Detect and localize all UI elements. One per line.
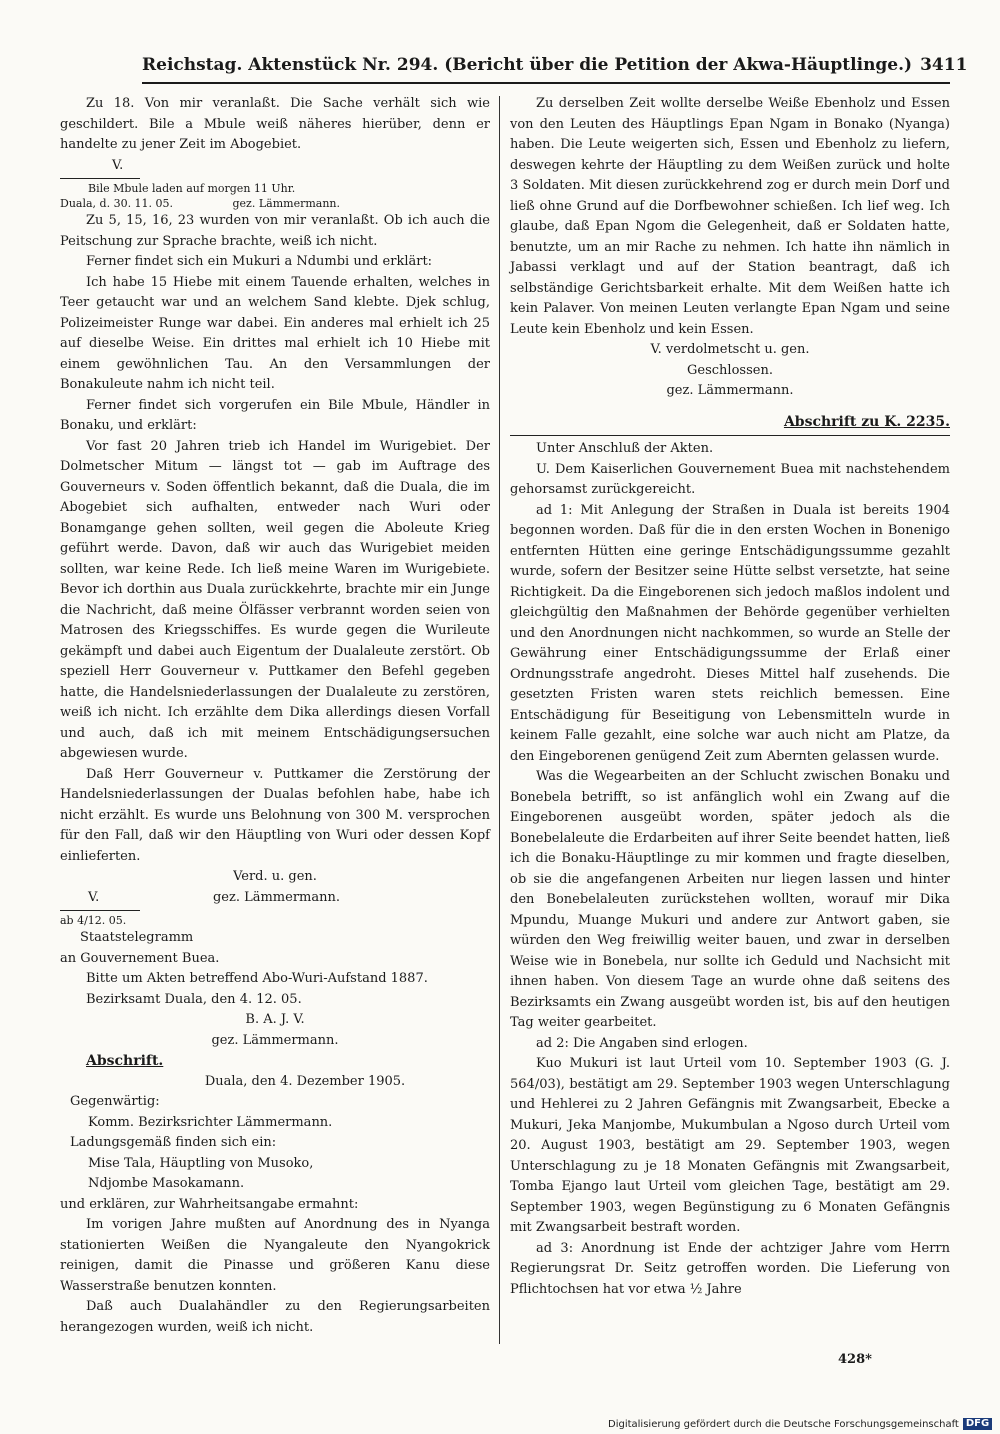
paragraph: Ich habe 15 Hiebe mit einem Tauende erhalten, welches in Teer getaucht war und an welchem Sand klebte. Djek schlug, Polizeimeister Runge war dabei. Ein anderes mal erhielt ich 25 auf dieselbe Weise. Ein drittes mal erhielt ich 10 Hiebe mit einem gewöhnlichen Tau. An den Versammlungen der Bonakuleute nahm ich nicht teil. — [60, 274, 490, 392]
sheet-number: 428* — [838, 1352, 872, 1367]
summoned-name: Ndjombe Masokamann. — [88, 1176, 245, 1191]
paragraph: Daß auch Dualahändler zu den Regierungsarbeiten herangezogen wurden, weiß ich nicht. — [60, 1299, 490, 1335]
paragraph: ad 2: Die Angaben sind erlogen. — [536, 1035, 748, 1051]
telegram-signature: gez. Lämmermann. — [211, 1032, 339, 1048]
credit-text: Digitalisierung gefördert durch die Deutsche Forschungsgemeinschaft — [608, 1418, 959, 1430]
signature-name: gez. Lämmermann. — [212, 889, 340, 905]
date-note: ab 4/12. 05. — [60, 914, 127, 927]
paragraph: ad 1: Mit Anlegung der Straßen in Duala ist bereits 1904 begonnen worden. Daß für die in den ersten Wochen in Bonenigo entfernten Hütten eine geringe Entschädigungssumme gezahlt wurde, sofern der Besitzer seine Hütte selbst versetzte, hat seine Richtigkeit. Da die Eingeborenen sich jedoch maßlos indolent und gleichgültig den Maßnahmen der Behörde gegenüber verhielten und den Anordnungen nicht nachkommen, so wurde an Stelle der Gewährung einer Entschädigungssumme der Erlaß einer Ordnungsstrafe angedroht. Dieses Mittel half zusehends. Die gesetzten Fristen waren stets reichlich bemessen. Eine Entschädigung für Beseitigung von Lebensmitteln wurde in keinem Falle gezahlt, eine solche war auch nicht am Platze, da den Eingeborenen genügend Zeit zum Abernten gelassen wurde. — [510, 502, 950, 764]
telegram-line: Bezirksamt Duala, den 4. 12. 05. — [86, 991, 302, 1007]
paragraph: Im vorigen Jahre mußten auf Anordnung des in Nyanga stationierten Weißen die Nyangaleute den Nyangokrick reinigen, damit die Pinasse und größeren Kanu diese Wasserstraße benutzen konnten. — [60, 1217, 490, 1294]
divider — [60, 910, 140, 911]
section-heading: Abschrift. — [86, 1053, 164, 1069]
summons-line: Ladungsgemäß finden sich ein: — [70, 1135, 277, 1150]
left-column — [60, 94, 490, 1338]
paragraph: Zu derselben Zeit wollte derselbe Weiße Ebenholz und Essen von den Leuten des Häuptlings Epan Ngam in Bonako (Nyanga) haben. Die Leute weigerten sich, Essen und Ebenholz zu liefern, deswegen kehrte der Häuptling zu dem Weißen zurück und holte 3 Soldaten. Mit diesen zurückkehrend zog er durch mein Dorf und ließ ohne Grund auf die Dorfbewohner schießen. Ich lief weg. Ich glaube, daß Epan Ngom die Gelegenheit, daß er Soldaten hatte, benutzte, um an mir Rache zu nehmen. Ich hatte ihn nämlich in Jabassi verklagt und auf der Station beantragt, daß ich selbständige Gerichtsbarkeit erhalte. Mit dem Weißen hatte ich kein Palaver. Von meinen Leuten verlangte Epan Ngam und seine Leute kein Ebenholz und kein Essen. — [510, 96, 950, 337]
note-line: Bile Mbule laden auf morgen 11 Uhr. — [88, 182, 296, 195]
spacer — [510, 402, 950, 412]
section-heading: Abschrift zu K. 2235. — [783, 413, 950, 430]
note-signature: gez. Lämmermann. — [232, 197, 340, 210]
telegram-line: B. A. J. V. — [245, 1012, 305, 1027]
signature-line: V. verdolmetscht u. gen. — [650, 342, 810, 357]
column-divider — [499, 96, 500, 1344]
right-column — [510, 94, 950, 1300]
divider — [510, 435, 950, 436]
present-line: Gegenwärtig: — [70, 1094, 160, 1109]
telegram-line: an Gouvernement Buea. — [60, 950, 220, 966]
paragraph: Was die Wegearbeiten an der Schlucht zwischen Bonaku und Bonebela betrifft, so ist anfänglich wohl ein Zwang auf die Eingeborenen ausgeübt worden, später jedoch als die Bonebelaleute die Erdarbeiten auf ihrer Seite beendet hatten, ließ ich die Bonaku-Häuptlinge zu mir kommen und fragte dieselben, ob sie die angefangenen Arbeiten nur liegen lassen und hinter den Bonebelaleuten zurückstehen wollten, worauf mir Dika Mpundu, Muange Mukuri und andere zur Antwort gaben, sie würden den Weg freiwillig weiter bauen, und zwar in derselben Weise wie in Bonebela, nur sollte ich Geduld und Nachsicht mit ihnen haben. Von diesem Tage an wurde ohne daß seitens des Bezirksamts ein Zwang ausgeübt worden ist, bis auf den heutigen Tag weiter gearbeitet. — [510, 769, 950, 1030]
paragraph: ad 3: Anordnung ist Ende der achtziger Jahre vom Herrn Regierungsrat Dr. Seitz getroffen worden. Die Lieferung von Pflichtochsen hat vor etwa ½ Jahre — [510, 1240, 950, 1297]
note-place-date: Duala, d. 30. 11. 05. — [60, 197, 174, 210]
signature-row — [60, 888, 490, 909]
divider — [60, 178, 140, 179]
date-line: Duala, den 4. Dezember 1905. — [204, 1073, 406, 1089]
signature-initial: V. — [112, 157, 124, 173]
present-name: Komm. Bezirksrichter Lämmermann. — [88, 1114, 333, 1130]
header-title: Reichstag. Aktenstück Nr. 294. (Bericht über die Petition der Akwa-Häuptlinge.) — [142, 55, 913, 75]
signature-line: Geschlossen. — [687, 362, 773, 378]
statement-intro: und erklären, zur Wahrheitsangabe ermahnt: — [60, 1196, 359, 1212]
paragraph: U. Dem Kaiserlichen Gouvernement Buea mit nachstehendem gehorsamst zurückgereicht. — [510, 461, 950, 497]
paragraph: Kuo Mukuri ist laut Urteil vom 10. September 1903 (G. J. 564/03), bestätigt am 29. September 1903 wegen Unterschlagung und Hehlerei zu 2 Jahren Gefängnis mit Zwangsarbeit, Ebecke a Mukuri, Jeka Manjombe, Mukumbulan a Ngoso durch Urteil vom 20. August 1903, bestätigt am 29. September 1903, wegen Unterschlagung zu je 18 Monaten Gefängnis mit Zwangsarbeit, Tomba Ejango laut Urteil vom gleichen Tage, bestätigt am 29. September 1903, wegen Begünstigung zu 6 Monaten Gefängnis mit Zwangsarbeit bestraft worden. — [510, 1056, 950, 1235]
paragraph: Unter Anschluß der Akten. — [536, 441, 714, 456]
paragraph: Ferner findet sich ein Mukuri a Ndumbi und erklärt: — [86, 254, 433, 269]
page-header — [142, 48, 968, 84]
paragraph: Vor fast 20 Jahren trieb ich Handel im Wurigebiet. Der Dolmetscher Mitum — längst tot — gab im Auftrage des Gouverneurs v. Soden öffentlich bekannt, daß die Duala, die im Abogebiet sich aufhalten, entweder nach Wuri oder Bonamgange gehen sollten, weil gegen die Aboleute Krieg geführt werde. Davon, daß wir auch das Wurigebiet meiden sollten, war keine Rede. Ich ließ meine Waren im Wurigebiete. Bevor ich dorthin aus Duala zurückkehrte, brachte mir ein Junge die Nachricht, daß meine Ölfässer verbrannt worden seien von Matrosen des Kriegsschiffes. Es wurde gegen die Wurileute gekämpft und dabei auch Eigentum der Dualaleute zerstört. Ob speziell Herr Gouverneur v. Puttkamer den Befehl gegeben hatte, die Handelsniederlassungen der Dualaleute zu zerstören, weiß ich nicht. Ich erzählte dem Dika allerdings diesen Vorfall und auch, daß ich mit meinem Entschädigungsersuchen abgewiesen wurde. — [60, 438, 490, 761]
telegram-line: Staatstelegramm — [80, 930, 194, 945]
summoned-name: Mise Tala, Häuptling von Musoko, — [88, 1155, 314, 1171]
telegram-line: Bitte um Akten betreffend Abo-Wuri-Aufstand 1887. — [86, 971, 428, 986]
paragraph: Zu 18. Von mir veranlaßt. Die Sache verhält sich wie geschildert. Bile a Mbule weiß näheres hierüber, denn er handelte zu jener Zeit im Abogebiet. — [60, 96, 490, 152]
dfg-logo-icon: DFG — [963, 1418, 992, 1430]
signature-name: gez. Lämmermann. — [666, 383, 794, 398]
signature-initial: V. — [88, 889, 100, 905]
page-number: 3411 — [920, 55, 968, 75]
paragraph: Daß Herr Gouverneur v. Puttkamer die Zerstörung der Handelsniederlassungen der Dualas befohlen habe, habe ich nicht erzählt. Es wurde uns Belohnung von 300 M. versprochen für den Fall, daß wir den Häuptling von Wuri oder dessen Kopf einlieferten. — [60, 766, 490, 864]
paragraph: Zu 5, 15, 16, 23 wurden von mir veranlaßt. Ob ich auch die Peitschung zur Sprache brachte, weiß ich nicht. — [60, 213, 490, 249]
note-line — [60, 196, 490, 211]
paragraph: Ferner findet sich vorgerufen ein Bile Mbule, Händler in Bonaku, und erklärt: — [60, 397, 490, 433]
digitization-credit — [608, 1418, 992, 1430]
signature-verd: Verd. u. gen. — [233, 869, 317, 884]
